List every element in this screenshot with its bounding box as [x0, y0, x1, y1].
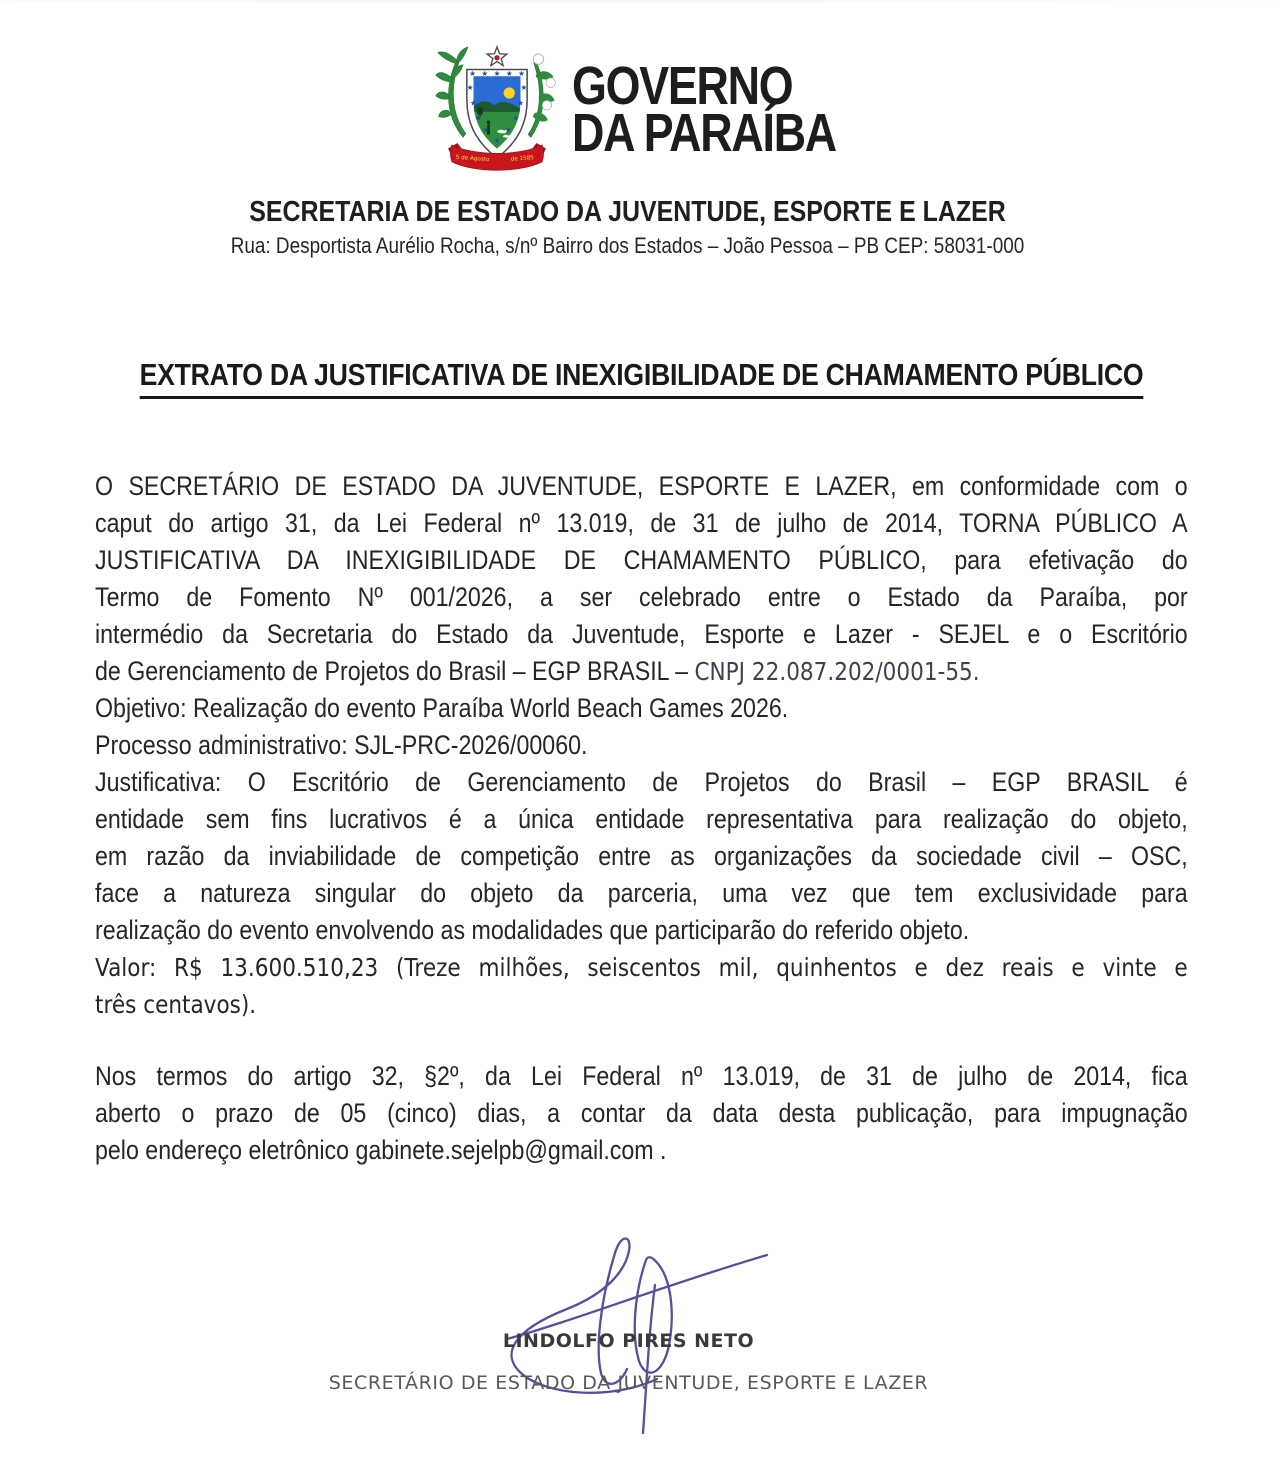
crest-right-branch — [528, 54, 555, 137]
body-line: O SECRETÁRIO DE ESTADO DA JUVENTUDE, ESPORTE E LAZER, em conformidade com o — [95, 471, 1188, 501]
body-line: Valor: R$ 13.600.510,23 (Treze milhões, seiscentos mil, quinhentos e dez reais e vinte e — [95, 953, 1188, 982]
svg-text:★: ★ — [469, 98, 477, 108]
svg-text:★: ★ — [516, 98, 524, 108]
document-body — [95, 468, 1188, 1169]
signature-block — [0, 1225, 1283, 1460]
body-line: entidade sem fins lucrativos é a única entidade representativa para realização do objeto, — [95, 804, 1188, 834]
body-line: Processo administrativo: SJL-PRC-2026/00060. — [95, 730, 588, 760]
svg-text:★: ★ — [493, 135, 500, 145]
secretariat-name: SECRETARIA DE ESTADO DA JUVENTUDE, ESPORTE E LAZER — [249, 196, 1006, 228]
ribbon-text-right: de 1585 — [510, 155, 534, 163]
svg-text:★: ★ — [517, 69, 525, 79]
body-line: Objetivo: Realização do evento Paraíba World Beach Games 2026. — [95, 693, 789, 723]
body-line: Nos termos do artigo 32, §2º, da Lei Federal nº 13.019, de 31 de julho de 2014, fica — [95, 1061, 1188, 1091]
svg-text:★: ★ — [493, 69, 500, 79]
body-line: três centavos). — [95, 990, 257, 1019]
letterhead — [0, 45, 1273, 175]
body-line: pelo endereço eletrônico gabinete.sejelpb@gmail.com . — [95, 1135, 667, 1165]
svg-text:★: ★ — [519, 83, 527, 93]
body-line: Termo de Fomento Nº 001/2026, a ser celebrado entre o Estado da Paraíba, por — [95, 582, 1188, 612]
svg-text:★: ★ — [481, 125, 489, 135]
body-line: face a natureza singular do objeto da parceria, uma vez que tem exclusividade para — [95, 878, 1188, 908]
body-line: em razão da inviabilidade de competição entre as organizações da sociedade civil – OSC, — [95, 841, 1188, 871]
crest-star — [487, 47, 507, 66]
svg-text:★: ★ — [468, 69, 476, 79]
svg-text:★: ★ — [504, 125, 512, 135]
body-line: caput do artigo 31, da Lei Federal nº 13.019, de 31 de julho de 2014, TORNA PÚBLICO A — [95, 508, 1188, 538]
wordmark-line2: DA PARAÍBA — [571, 103, 836, 163]
body-line: de Gerenciamento de Projetos do Brasil – EGP BRASIL – CNPJ 22.087.202/0001-55. — [95, 656, 980, 686]
ribbon-text-left: 5 de Agosto — [455, 154, 490, 164]
address-line: Rua: Desportista Aurélio Rocha, s/nº Bairro dos Estados – João Pessoa – PB CEP: 58031-000 — [230, 233, 1025, 258]
scan-shadow — [0, 0, 1283, 16]
svg-text:★: ★ — [511, 113, 519, 123]
svg-text:★: ★ — [466, 83, 474, 93]
government-wordmark — [571, 56, 836, 163]
body-line: aberto o prazo de 05 (cinco) dias, a contar da data desta publicação, para impugnação — [95, 1098, 1188, 1128]
svg-text:★: ★ — [505, 69, 513, 79]
document-title-row — [90, 357, 1193, 399]
signatory-role: SECRETÁRIO DE ESTADO DA JUVENTUDE, ESPORTE E LAZER — [328, 1372, 929, 1394]
body-line: intermédio da Secretaria do Estado da Juventude, Esporte e Lazer - SEJEL e o Escritório — [95, 619, 1188, 649]
svg-text:★: ★ — [474, 113, 482, 123]
svg-text:★: ★ — [480, 69, 488, 79]
signatory-name: LINDOLFO PIRES NETO — [502, 1330, 755, 1352]
paraiba-coat-of-arms — [434, 45, 560, 175]
wordmark-line1: GOVERNO — [571, 56, 792, 116]
document-title: EXTRATO DA JUSTIFICATIVA DE INEXIGIBILIDADE DE CHAMAMENTO PÚBLICO — [140, 357, 1144, 399]
body-line: realização do evento envolvendo as modalidades que participarão do referido objeto. — [95, 915, 970, 945]
body-line: JUSTIFICATIVA DA INEXIGIBILIDADE DE CHAMAMENTO PÚBLICO, para efetivação do — [95, 545, 1188, 575]
crest-left-branch — [435, 47, 467, 137]
body-line: Justificativa: O Escritório de Gerenciamento de Projetos do Brasil – EGP BRASIL é — [95, 767, 1188, 797]
